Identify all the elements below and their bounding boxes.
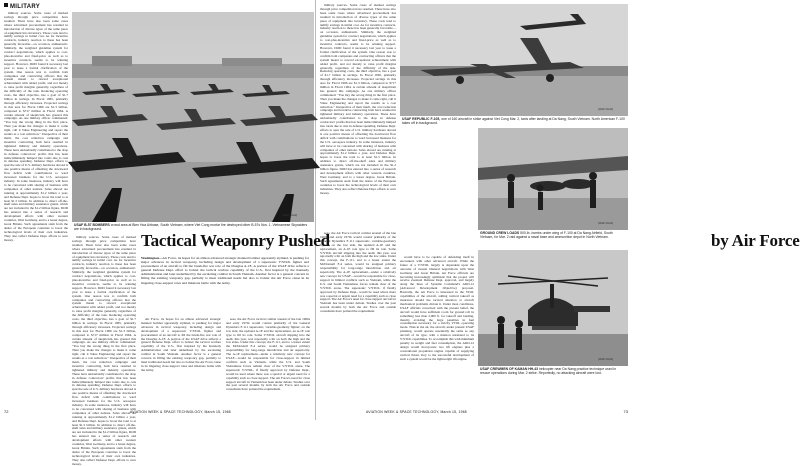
article-column-5: military sources. Some cases of marked savings through price competition have resulted. There have also been some cases where advertised procurement has resulted in introduction of diverse types of the same piece of equipment into inventory. These costs tend to nullify savings in initial cost. As for incentive contracts, industry reaction to these has been generally favorable—on occasion, enthusiastic. Similarly, the weighted guideline system for contract negotiations, which applies to cost-plus-incentive and fixed-price as well as to incentive contracts, seems to be winning support. However, DOD found it necessary last year to issue a formal clarification of the system. One reason was to confirm both companies and contracting officers that the system meant to reward exceptional achievement with added profit, and not merely to raise profit margins generally, regardless of the difficulty of the task. Reducing operating costs, the third objective, has a goal of $1.7 billion in savings. In Fiscal 1965, primarily through efficiency increases. Projected savings in this area for Fiscal 1966 are $1.3 billion, compared to $717 million in Fiscal 1964. A certain amount of skepticism has greeted this campaign. As one military officer commented: "You buy the wrong thing in the first place. Then you make the changes to make it come right, call it Value Engineering and report the results as a cost reduction." Irrespective of their merit, the cost reduction campaign and incentive contracting both have resulted in tightened military and industry operations. These have undoubtedly contributed to the drop in defense contractors' profits that has been indiscriminately lumped into totals due to cuts in defense spending. Defense Dept. efforts to spur the sale of U.S. military hardware abroad is one positive means of offsetting the downward flow deficit with contributions to ward increased business for the U.S. aerospace industry. In some instances, industry will have to be concerned with sharing of business with companies of other nations. Sales abroad are running at approximately $1.2 billion a year, and Defense Dept. hopes to boost the total to at least $1.5 billion. In addition to direct off-the-shelf sales and military assistance grants, which are not included in the $1.2 billion figure, DOD has entered into a series of research and development efforts with other western countries, West Germany, and to a lesser degree, Great Britain. Such agreements stem from the desire of the European countries to boost the technological levels of their own industries. They also reflect Defense Dept. efforts to save money. bbox=[320, 3, 396, 195]
f105-photo bbox=[400, 4, 628, 116]
page-number-right: 73 bbox=[623, 409, 628, 414]
footer-right: AVIATION WEEK & SPACE TECHNOLOGY, March 15, 1965 bbox=[366, 410, 467, 414]
article-column-6: sees, the Air Force tactical combat arsenal of the late 1960s and early 1970s would consist primarily of the General Dynamics F-111 supersonic, variable-geometry fighter; on the low side, the updated A-1E and the replacement, an A-1E role type to fill its role. Some V/STOL aircraft slipping into the audit, this year, was reportedly a hit on both the high and the low sides. Under this concept, the F-111, and to a lesser extent the McDonnell F-4 series, would be assigned primary responsibility for long-range interdiction and air superiority. The A-1E replacement—under a relatively new concept for USAF—would be responsible for close-support in limited conflicts such as Vietnam, while the U.S. and South Vietnamese forces remain clear of the V/STOL arena. The supersonic V/STOL, if finally approved by Defense Dept., would be used where there was a special or urgent need for a capability such as close support. The Air Force's need for close support aircraft in Vietnam has been under debate. Studies over the past several months by both the Air Force and outside consultants have pointed the requirement. bbox=[320, 231, 397, 314]
article-lede: Washington—Air Force, its hopes for an allison advanced strategic manned bomber apparently stymied, is pushing for major advances in tactical weaponry, including design and development of a supersonic V/STOL fighter and procurement of an aircraft to fill the brush-fire war role of the Douglas A-1E. A portion of the USAF drive reflects a general Defense Dept. effort to bolster the tactical warfare capability of the U.S., first inspired by the Kennedy Administration and later underlined by the escalating combat in South Vietnam. Another factor is a general concern in filling the existing weaponry gap, partially to meet traditional needs but also to bolster the Air Force cause in its lingering close-support roles and missions battle with the Army. bbox=[141, 256, 309, 285]
hh43-helicopter-photo bbox=[478, 250, 628, 366]
b57-photo-credit: (Wide World) bbox=[282, 214, 298, 217]
hh43-photo-credit: (Wide World) bbox=[598, 358, 614, 361]
article-column-7: would have to be capable of defending itself in encounters with other advanced aircraft. While the future of a V/STOL largely is dependent upon the outcome of current bilateral negotiations with West Germany and Great Britain, Air Force officials are becoming increasingly optimistic that the project will receive eventual Defense Dept. approval, and largely along the lines of Systems Command's ADO-12 (Advanced Development Objective) proposal. Basically, the Air Force is interested in the STOL capabilities of the aircraft, adding vertical takeoff as insurance should the tactical situation or aircraft mechanical problems dictate it. Under most conditions, USAF officials conceived with the present belief, the aircraft would have sufficient room for ground roll in something less than 2,000 ft. for takeoff and landing, thereby avoiding the large penalties in fuel consumption necessary for a strictly VTOL operating mode. Thus in the air, the aircraft, under present USAF planning, would operate essentially the same as any aircraft of its type, with a mission unrelated to its V/STOL capabilities. To accomplish this with minimum penalty in weight and fuel consumption, the ADO-12 design would incorporate two lift engines plus a conventional propulsion engine capable of supplying vertical thrust. Key to the successful development of such a system would be the lightweight lift engine. bbox=[400, 255, 474, 361]
page-number-left: 72 bbox=[4, 409, 9, 414]
bomb-loading-caption: GROUND CREW LOADS 500-lb. bombs under wing of F-100 at Da Nang Airfield, South Vietnam, for Mar. 2 raid against a naval base and ammunition depot in North Vietnam. bbox=[480, 231, 613, 240]
bullet-icon bbox=[4, 3, 8, 7]
b57-caption: USAF B-57 BOMBERS crowd area at Bien Hoa Airbase, South Vietnam, where Viet Cong mortar fire destroyed other B-57s Nov. 1. Vietnamese Skyraiders are in background. bbox=[74, 223, 308, 232]
headline-left: Tactical Weaponry Pushed bbox=[141, 231, 330, 250]
left-page bbox=[0, 0, 330, 466]
section-label: MILITARY bbox=[4, 3, 40, 10]
f105-photo-credit: (Wide World) bbox=[598, 108, 614, 111]
bomb-loading-photo bbox=[478, 128, 628, 230]
f105-caption: USAF REPUBLIC F-105, one of 160 aircraft in strike against Viet Cong Mar. 2, taxis after landing at Da Nang, South Vietnam. North American F-100 takes off in background. bbox=[402, 117, 625, 126]
bomb-loading-photo-credit: (Wide World) bbox=[598, 222, 614, 225]
article-column-1: military sources. Some cases of marked savings through price competition have resulted. There have also been some cases where advertised procurement has resulted in introduction of diverse types of the same piece of equipment into inventory. These costs tend to nullify savings in initial cost. As for incentive contracts, industry reaction to these has been generally favorable—on occasion, enthusiastic. Similarly, the weighted guideline system for contract negotiations, which applies to cost-plus-incentive and fixed-price as well as to incentive contracts, seems to be winning support. However, DOD found it necessary last year to issue a formal clarification of the system. One reason was to confirm both companies and contracting officers that the system meant to reward exceptional achievement with added profit, and not merely to raise profit margins generally, regardless of the difficulty of the task. Reducing operating costs, the third objective, has a goal of $1.7 billion in savings. In Fiscal 1965, primarily through efficiency increases. Projected savings in this area for Fiscal 1966 are $1.3 billion, compared to $717 million in Fiscal 1964. A certain amount of skepticism has greeted this campaign. As one military officer commented: "You buy the wrong thing in the first place. Then you make the changes to make it come right, call it Value Engineering and report the results as a cost reduction." Irrespective of their merit, the cost reduction campaign and incentive contracting both have resulted in tightened military and industry operations. These have undoubtedly contributed to the drop in defense contractors' profits that has been indiscriminately lumped into totals due to cuts in defense spending. Defense Dept. efforts to spur the sale of U.S. military hardware abroad is one positive means of offsetting the downward flow deficit with contributions to ward increased business for the U.S. aerospace industry. In some instances, industry will have to be concerned with sharing of business with companies of other nations. Sales abroad are running at approximately $1.2 billion a year, and Defense Dept. hopes to boost the total to at least $1.5 billion. In addition to direct off-the-shelf sales and military assistance grants, which are not included in the $1.2 billion figure, DOD has entered into a series of research and development efforts with other western countries, West Germany, and to a lesser degree, Great Britain. Such agreements stem from the desire of the European countries to boost the technological levels of their own industries. They also reflect Defense Dept. efforts to save money. bbox=[4, 11, 68, 242]
b57-bombers-photo bbox=[72, 12, 314, 222]
hh43-caption: USAF CREWMEN OF KAMAN HH-43 helicopter near Da Nang practice technique used in rescue operations during Mar. 2 strike. Reportedly, no attacking aircraft were lost. bbox=[480, 367, 617, 376]
right-page bbox=[316, 0, 800, 420]
footer-left: AVIATION WEEK & SPACE TECHNOLOGY, March 15, 1965 bbox=[130, 410, 231, 414]
article-column-3: Air Force, its hopes for an allison advanced strategic manned bomber apparently stymied, is pushing for major advances in tactical weaponry, including design and development of a supersonic V/STOL fighter and procurement of an aircraft to fill the brush-fire war role of the Douglas A-1E. A portion of the USAF drive reflects a general Defense Dept. effort to bolster the tactical warfare capability of the U.S., first inspired by the Kennedy Administration and later underlined by the escalating combat in South Vietnam. Another factor is a general concern in filling the existing weaponry gap, partially to meet traditional needs but also to bolster the Air Force cause in its lingering close-support roles and missions battle with the Army. bbox=[141, 317, 221, 372]
article-column-2: military sources. Some cases of marked savings through price competition have resulted. There have also been some cases where advertised procurement has resulted in introduction of diverse types of the same piece of equipment into inventory. These costs tend to nullify savings in initial cost. As for incentive contracts, industry reaction to these has been generally favorable—on occasion, enthusiastic. Similarly, the weighted guideline system for contract negotiations, which applies to cost-plus-incentive and fixed-price as well as to incentive contracts, seems to be winning support. However, DOD found it necessary last year to issue a formal clarification of the system. One reason was to confirm both companies and contracting officers that the system meant to reward exceptional achievement with added profit, and not merely to raise profit margins generally, regardless of the difficulty of the task. Reducing operating costs, the third objective, has a goal of $1.7 billion in savings. In Fiscal 1965, primarily through efficiency increases. Projected savings in this area for Fiscal 1966 are $1.3 billion, compared to $717 million in Fiscal 1964. A certain amount of skepticism has greeted this campaign. As one military officer commented: "You buy the wrong thing in the first place. Then you make the changes to make it come right, call it Value Engineering and report the results as a cost reduction." Irrespective of their merit, the cost reduction campaign and incentive contracting both have resulted in tightened military and industry operations. These have undoubtedly contributed to the drop in defense contractors' profits that has been indiscriminately lumped into totals due to cuts in defense spending. Defense Dept. efforts to spur the sale of U.S. military hardware abroad is one positive means of offsetting the downward flow deficit with contributions to ward increased business for the U.S. aerospace industry. In some instances, industry will have to be concerned with sharing of business with companies of other nations. Sales abroad are running at approximately $1.2 billion a year, and Defense Dept. hopes to boost the total to at least $1.5 billion. In addition to direct off-the-shelf sales and military assistance grants, which are not included in the $1.2 billion figure, DOD has entered into a series of research and development efforts with other western countries, West Germany, and to a lesser degree, Great Britain. Such agreements stem from the desire of the European countries to boost the technological levels of their own industries. They also reflect Defense Dept. efforts to save money. bbox=[72, 235, 136, 466]
headline-right: by Air Force bbox=[711, 231, 800, 250]
article-column-4: sees, the Air Force tactical combat arsenal of the late 1960s and early 1970s would consist primarily of the General Dynamics F-111 supersonic, variable-geometry fighter; on the low side, the updated A-1E and the replacement, an A-1E role type to fill its role. Some V/STOL aircraft slipping into the audit, this year, was reportedly a hit on both the high and the low sides. Under this concept, the F-111, and to a lesser extent the McDonnell F-4 series, would be assigned primary responsibility for long-range interdiction and air superiority. The A-1E replacement—under a relatively new concept for USAF—would be responsible for close-support in limited conflicts such as Vietnam, while the U.S. and South Vietnamese forces remain clear of the V/STOL arena. The supersonic V/STOL, if finally approved by Defense Dept., would be used where there was a special or urgent need for a capability such as close support. The Air Force's need for close support aircraft in Vietnam has been under debate. Studies over the past several months by both the Air Force and outside consultants have pointed the requirement. bbox=[226, 317, 310, 392]
